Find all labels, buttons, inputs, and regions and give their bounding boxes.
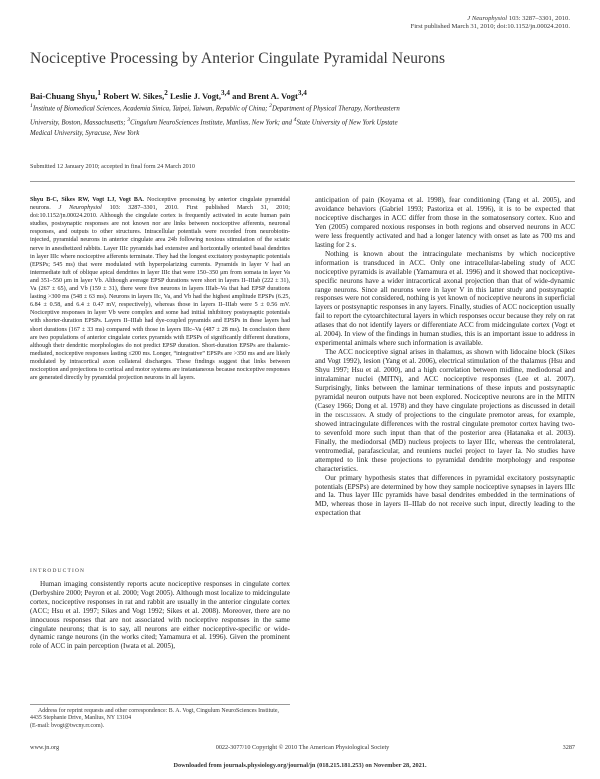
- author: Bai-Chuang Shyu,: [30, 90, 98, 101]
- author-list: Bai-Chuang Shyu,$^1$ Robert W. Sikes,$^2$ Leslie J. Vogt,$^{3,4}$ and Brent A. Vogt$^{3,4}$: [30, 89, 307, 101]
- journal-citation: J Neurophysiol 103: 3287–3301, 2010.: [467, 15, 570, 22]
- introduction-heading: INTRODUCTION: [30, 568, 86, 574]
- author: and Brent A. Vogt: [232, 90, 298, 101]
- publication-info: First published March 31, 2010; doi:10.1152/jn.00024.2010.: [410, 23, 570, 30]
- author: Leslie J. Vogt,: [169, 90, 222, 101]
- submission-dates: Submitted 12 January 2010; accepted in final form 24 March 2010: [30, 163, 195, 170]
- affiliations: $^1$Institute of Biomedical Sciences, Academia Sinica, Taipei, Taiwan, Republic of China; $^2$Department of Physical Therapy, Northeastern University, Boston, Massachusetts; $^3$Cingulum NeuroSciences Institute, Manlius, New York; and $^4$State University of New York Upstate Medical University, Syracuse, New York: [30, 103, 400, 138]
- journal-url[interactable]: www.jn.org: [30, 744, 60, 751]
- page-number: 3287: [562, 744, 575, 751]
- download-notice: Downloaded from journals.physiology.org/journal/jn (018.215.181.253) on November 28, 2021.: [173, 762, 427, 769]
- running-header: [411, 15, 570, 31]
- right-column: anticipation of pain (Koyama et al. 1998), fear conditioning (Tang et al. 2005), and avoidance behaviors (Gabriel 1993; Pastoriza et al. 1996), it is to be expected that nociceptive discharges in ACC differ from those in the somatosensory cortex. Kuo and Yen (2005) compared noxious responses in both regions and observed neurons in ACC were less frequently activated and had a longer latency with onset as late as 700 ms and lasting for 2 s. Nothing is known about the intracingulate mechanisms by which nociceptive information is transduced in ACC. Only one intracellular-labeling study of ACC nociceptive pyramids is available (Yamamura et al. 1996) and it showed that nociceptive-specific neurons have a wider intracortical axonal projection than that of wide-dynamic range neurons. Since all neurons were in layer V in this latter study and postsynaptic responses were not considered, nothing is yet known of nociceptive neurons in superficial layers or postsynaptic responses in any layers. Finally, studies of ACC nociception usually fail to report the cytoarchitectural layers in which responses occur because they rely on rat atlases that do not identify layers or differentiate ACC from midcingulate cortex (Vogt et al. 2004). In view of the findings in human studies, this is an important issue to address in experimental animals where such information is available. The ACC nociceptive signal arises in thalamus, as shown with lidocaine block (Sikes and Vogt 1992), lesion (Yang et al. 2006), electrical stimulation of the thalamus (Hsu and Shyu 1997; Hsu et al. 2000), and a high correlation between midline, mediodorsal and intralaminar nuclei (MITN), and ACC nociceptive responses (Lee et al. 2007). Surprisingly, links between the laminar terminations of these inputs and postsynaptic pyramidal neuron outputs have not been explored. Nociceptive neurons are in the MITN (Casey 1966; Dong et al. 1978) and they have cingulate projections as discussed in detail in the discussion. A study of projections to the cingulate premotor areas, for example, showed intracingulate differences with the rostral cingulate premotor cortex having two- to sevenfold more such input than that of the posterior area (Hatanaka et al. 2003). Finally, the mediodorsal (MD) nucleus projects to layer IIIc, whereas the centrolateral, ventromedial, parafascicular, and reuniens nuclei project to layer Ia. No studies have attempted to link these projections to pyramidal dendrite morphology and response characteristics. Our primary hypothesis states that differences in pyramidal excitatory postsynaptic potentials (EPSPs) are determined by how they sample nociceptive synapses in layers IIIc and Ia. Thus layer IIIc pyramids have basal dendrites embedded in the terminations of MD, whereas those in layers II–IIIab do not receive such input, directly leading to the expectation that: [315, 196, 575, 518]
- footnote-divider: [30, 704, 290, 705]
- divider: [30, 181, 575, 182]
- paper-title: Nociceptive Processing by Anterior Cingulate Pyramidal Neurons: [30, 50, 446, 67]
- copyright: 0022-3077/10 Copyright © 2010 The American Physiological Society: [215, 744, 390, 751]
- correspondence-footnote: Address for reprint requests and other correspondence: B. A. Vogt, Cingulum NeuroSciences Institute, 4435 Stephanie Drive, Manlius, NY 13104 (E-mail: bvogt@twcny.rr.com).: [30, 708, 279, 729]
- introduction-text: Human imaging consistently reports acute nociceptive responses in cingulate cortex (Derbyshire 2000; Peyron et al. 2000; Vogt 2005). Although most localize to midcingulate cortex, nociceptive responses in rat and rabbit are usually in the anterior cingulate cortex (ACC; Hsu et al. 1997; Sikes and Vogt 1992; Sikes et al. 2008). Moreover, there are no innocuous responses that are not associated with nociceptive responses in the same cingulate neurons; that is to say, all neurons are either nociceptive-specific or wide-dynamic range neurons (in the works cited; Yamamura et al. 1996). Given the prominent role of ACC in pain perception (Iwata et al. 2005),: [30, 580, 290, 651]
- abstract: Shyu B-C, Sikes RW, Vogt LJ, Vogt BA. Nociceptive processing by anterior cingulate pyramidal neurons. J Neurophysiol 103: 3287–3301, 2010. First published March 31, 2010; doi:10.1152/jn.00024.2010. Although the cingulate cortex is frequently activated in acute human pain studies, postsynaptic responses are not known nor are links between nociceptive afferents, neuronal responses, and outputs to other structures. Intracellular potentials were recorded from neurobiotin-injected, pyramidal neurons in anterior cingulate area 24b following noxious stimulation of the sciatic nerve in anesthetized rabbits. Layer IIIc pyramids had extensive and horizontally oriented basal dendrites in layer IIIc where nociceptive afferents terminate. They had the longest excitatory postsynaptic potentials (EPSPs; 545 ms) that were modulated with hyperpolarizing currents. Pyramids in layer V had an intermediate tuft of oblique apical dendrites in layer IIIc that were 150–350 μm from somata in layer Va and 351–550 μm in layer Vb. Although average EPSP durations were short in layers II–IIIab (222 ± 31), Va (267 ± 65), and Vb (159 ± 31), there were five neurons in layers IIIab–Va that had EPSP durations lasting >300 ms (548 ± 63 ms). Neurons in layers IIc, Va, and Vb had the highest amplitude EPSPs (6.25, 6.84 ± 0.58, and 6.4 ± 0.47 mV, respectively), whereas those in layers II–IIIab were 5 ± 0.56 mV. Nociceptive responses in layer Vb were complex and some had initial inhibitory postsynaptic potentials with shorter-duration EPSPs. Layers II–IIIab had dye-coupled pyramids and EPSPs in these layers had short durations (167 ± 33 ms) compared with those in layers IIIc–Va (487 ± 28 ms). In conclusion there are two populations of anterior cingulate cortex pyramids with EPSPs of significantly different durations, although their dendritic morphologies do not predict EPSP duration. Short-duration EPSPs are thalamic-mediated, nociceptive responses lasting ≤200 ms. Longer, “integrative” EPSPs are >350 ms and are likely modulated by intracortical axon collateral discharges. These findings suggest that links between nociception and projections to cortical and motor systems are instantaneous because nociceptive responses are generated directly by pyramidal projection neurons in all layers.: [30, 197, 290, 382]
- author: Robert W. Sikes,: [103, 90, 165, 101]
